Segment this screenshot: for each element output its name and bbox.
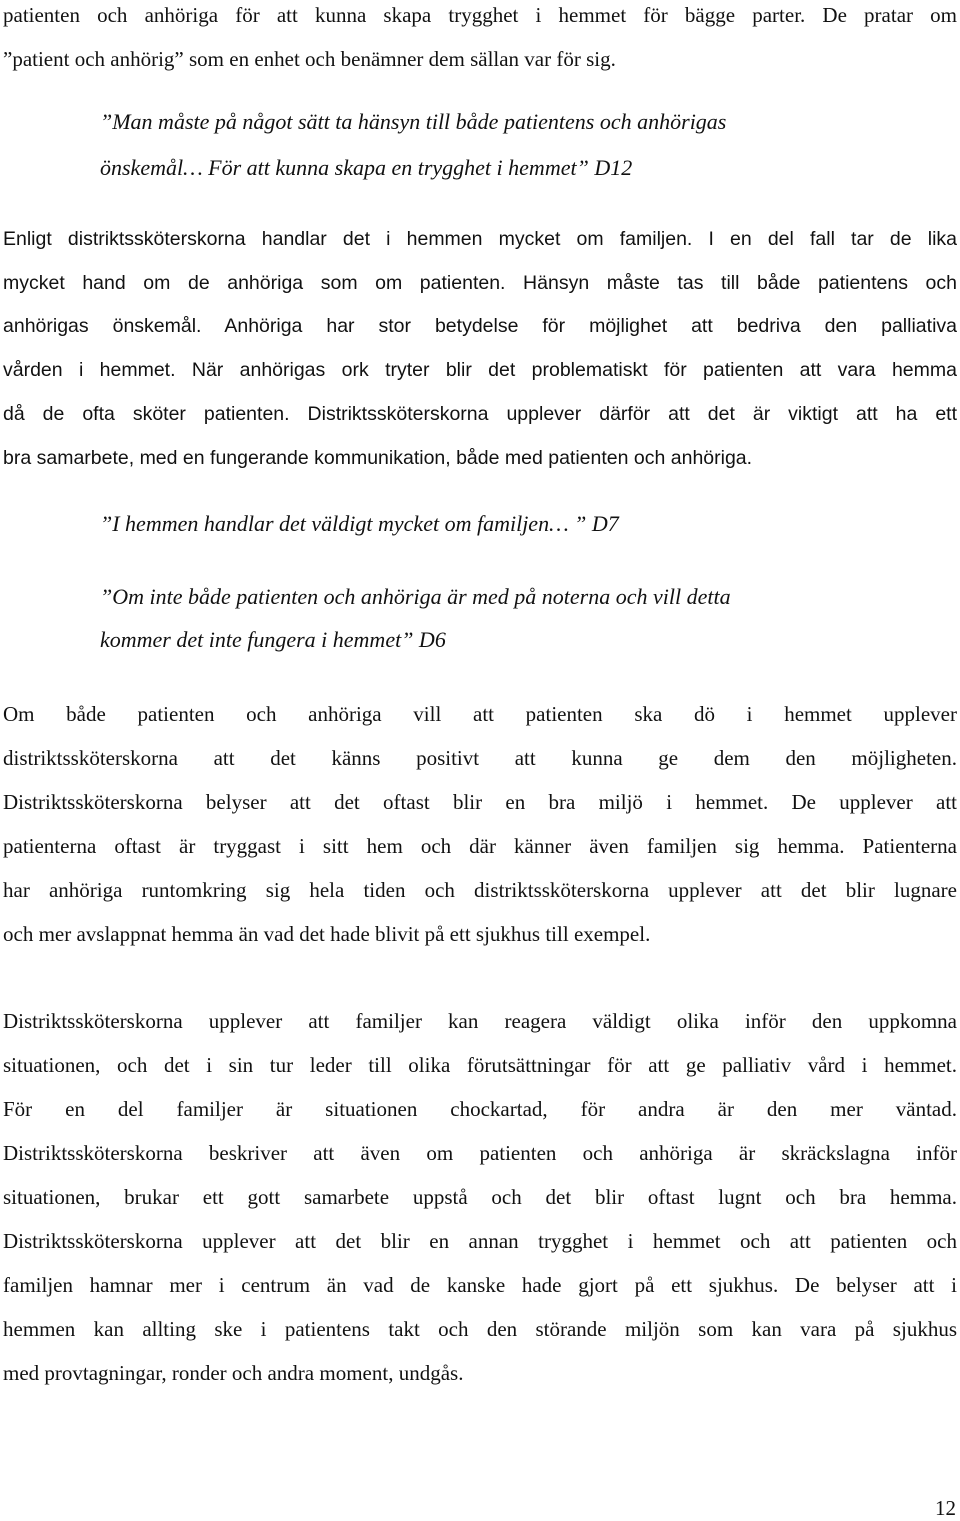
text-line: situationen, brukar ett gott samarbete uppstå och det blir oftast lugnt och bra hemma. xyxy=(3,1185,957,1209)
text-line: då de ofta sköter patienten. Distriktssköterskorna upplever därför att det är viktigt att ha ett xyxy=(3,403,957,425)
text-line: Distriktssköterskorna upplever att det blir en annan trygghet i hemmet och att patienten och xyxy=(3,1229,957,1253)
text-line: bra samarbete, med en fungerande kommunikation, både med patienten och anhöriga. xyxy=(3,447,753,469)
text-line: familjen hamnar mer i centrum än vad de kanske hade gjort på ett sjukhus. De belyser att i xyxy=(3,1273,957,1297)
text-line: anhörigas önskemål. Anhöriga har stor betydelse för möjlighet att bedriva den palliativa xyxy=(3,315,957,337)
text-line: Distriktssköterskorna upplever att familjer kan reagera väldigt olika inför den uppkomna xyxy=(3,1009,957,1033)
text-line: och mer avslappnat hemma än vad det hade blivit på ett sjukhus till exempel. xyxy=(3,922,651,946)
text-line: situationen, och det i sin tur leder till olika förutsättningar för att ge palliativ vård i hemmet. xyxy=(3,1053,957,1077)
text-line: mycket hand om de anhöriga som om patienten. Hänsyn måste tas till både patientens och xyxy=(3,272,957,294)
text-line: vården i hemmet. När anhörigas ork tryter blir det problematiskt för patienten att vara hemma xyxy=(3,359,957,381)
quote-line: önskemål… För att kunna skapa en trygghet i hemmet” D12 xyxy=(100,155,633,180)
text-line: har anhöriga runtomkring sig hela tiden och distriktssköterskorna upplever att det blir lugnare xyxy=(3,878,957,902)
quote-line: kommer det inte fungera i hemmet” D6 xyxy=(100,627,446,652)
text-line: hemmen kan allting ske i patientens takt och den störande miljön som kan vara på sjukhus xyxy=(3,1317,957,1341)
text-line: För en del familjer är situationen chockartad, för andra är den mer väntad. xyxy=(3,1097,957,1121)
text-line: patienterna oftast är tryggast i sitt hem och där känner även familjen sig hemma. Patienterna xyxy=(3,834,957,858)
text-line: med provtagningar, ronder och andra moment, undgås. xyxy=(3,1361,464,1385)
quote-line: ”I hemmen handlar det väldigt mycket om familjen… ” D7 xyxy=(100,511,619,536)
page-number: 12 xyxy=(935,1496,956,1520)
quote-line: ”Man måste på något sätt ta hänsyn till både patientens och anhörigas xyxy=(100,109,727,134)
text-line: Distriktssköterskorna belyser att det oftast blir en bra miljö i hemmet. De upplever att xyxy=(3,790,957,814)
text-line: distriktssköterskorna att det känns positivt att kunna ge dem den möjligheten. xyxy=(3,746,957,770)
text-line: ”patient och anhörig” som en enhet och benämner dem sällan var för sig. xyxy=(3,47,616,71)
text-line: Distriktssköterskorna beskriver att även om patienten och anhöriga är skräckslagna inför xyxy=(3,1141,957,1165)
text-line: Om både patienten och anhöriga vill att patienten ska dö i hemmet upplever xyxy=(3,702,957,726)
text-line: patienten och anhöriga för att kunna skapa trygghet i hemmet för bägge parter. De pratar om xyxy=(3,3,957,27)
text-line: Enligt distriktssköterskorna handlar det i hemmen mycket om familjen. I en del fall tar de lika xyxy=(3,228,957,250)
quote-line: ”Om inte både patienten och anhöriga är med på noterna och vill detta xyxy=(100,584,731,609)
